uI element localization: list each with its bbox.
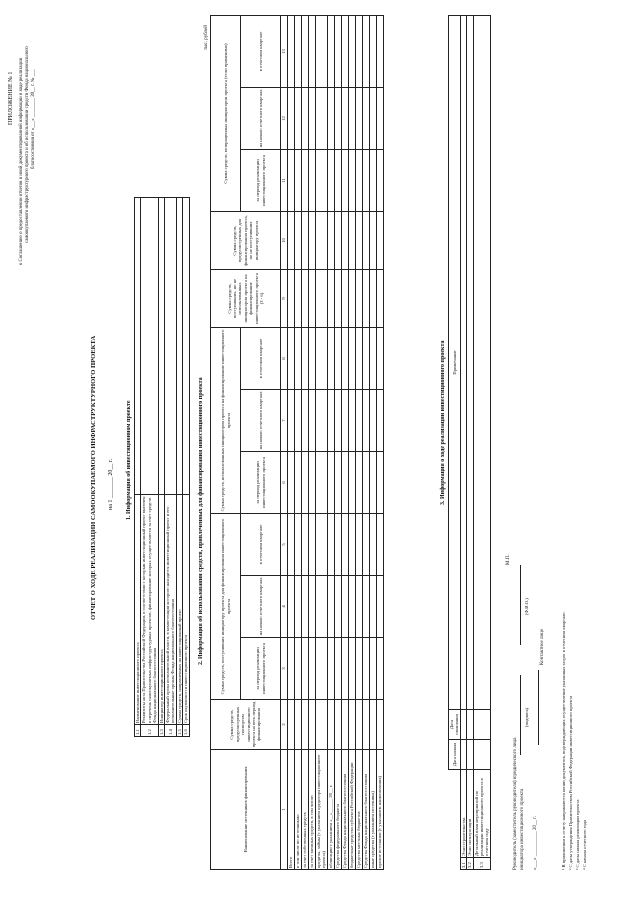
value-cell[interactable]	[348, 638, 355, 700]
value-cell[interactable]	[288, 270, 295, 328]
value-cell[interactable]	[348, 514, 355, 576]
section3-heading: 3. Информация о ходе реализации инвестиционного проекта	[440, 340, 446, 505]
value-cell[interactable]	[334, 16, 341, 88]
value-cell[interactable]	[309, 16, 316, 88]
value-cell[interactable]	[316, 576, 328, 638]
value-cell[interactable]	[288, 328, 295, 390]
section2-row	[288, 16, 295, 870]
value-cell[interactable]	[369, 150, 376, 212]
value-cell[interactable]	[362, 700, 369, 750]
appendix-label: ПРИЛОЖЕНИЕ № 1	[8, 71, 14, 125]
section2-row	[376, 16, 383, 870]
name-line[interactable]	[520, 565, 521, 645]
value-cell[interactable]	[295, 390, 302, 452]
value-cell[interactable]	[302, 88, 309, 150]
sub-header-period: за период реализации инвестиционного проекта	[241, 452, 281, 514]
value-cell[interactable]	[348, 270, 355, 328]
value-cell[interactable]	[309, 212, 316, 270]
value-cell[interactable]	[316, 700, 328, 750]
value-cell[interactable]	[334, 88, 341, 150]
col-number: 12	[281, 88, 288, 150]
value-cell[interactable]	[295, 212, 302, 270]
unit-label: тыс. рублей	[204, 25, 209, 50]
value-cell[interactable]	[295, 452, 302, 514]
value-cell[interactable]	[376, 150, 383, 212]
value-cell[interactable]	[316, 212, 328, 270]
value-cell[interactable]	[316, 150, 328, 212]
section2-row	[302, 16, 309, 870]
value-cell[interactable]	[316, 88, 328, 150]
value-cell[interactable]	[327, 270, 334, 328]
value-cell[interactable]	[341, 150, 348, 212]
value-cell[interactable]	[309, 452, 316, 514]
value-cell[interactable]	[295, 328, 302, 390]
value-cell[interactable]	[362, 16, 369, 88]
value-cell[interactable]	[362, 328, 369, 390]
signature-caption: (подпись)	[524, 707, 529, 727]
value-cell[interactable]	[341, 576, 348, 638]
value-cell[interactable]	[288, 150, 295, 212]
source-label: иные средства (с указанием источника)	[369, 750, 376, 870]
row-value[interactable]	[165, 198, 177, 495]
value-cell[interactable]	[316, 16, 328, 88]
source-label: Средства Фонда национального благосостояния	[341, 750, 348, 870]
section1-row	[141, 198, 158, 737]
col-number: 5	[281, 514, 288, 576]
source-label: Средства местных бюджетов	[355, 750, 362, 870]
sub-header-quarter: в отчетном квартале	[241, 16, 281, 88]
value-cell[interactable]	[369, 452, 376, 514]
row-num: 1.4	[165, 725, 177, 737]
value-cell[interactable]	[376, 514, 383, 576]
value-cell[interactable]	[334, 328, 341, 390]
source-label: за счет собственных средств	[302, 750, 309, 870]
name-caption: (Ф.И.О.)	[524, 598, 529, 615]
value-cell[interactable]	[376, 452, 383, 514]
value-cell[interactable]	[369, 700, 376, 750]
row-num: 3.1	[460, 858, 466, 870]
value-cell[interactable]	[309, 638, 316, 700]
value-cell[interactable]	[376, 16, 383, 88]
value-cell[interactable]	[295, 514, 302, 576]
footnote-1: ¹ В приложении к отчету направляются копии документов, подтверждающих осуществление указанных затрат в отчетном квартале.	[561, 611, 566, 870]
col-header-balance: Сумма средств, поступивших, но не использованных инициатором проекта на финансирование инвестиционного проекта (3 - 6)	[211, 270, 281, 328]
col-header-source: Наименование источников финансирования	[211, 750, 281, 870]
value-cell[interactable]	[348, 452, 355, 514]
col-header-notes: Примечание	[449, 16, 461, 710]
value-cell[interactable]	[327, 514, 334, 576]
source-label: Средства Фонда национального благосостояния	[362, 750, 369, 870]
value-cell[interactable]	[302, 700, 309, 750]
value-cell[interactable]	[376, 88, 383, 150]
value-cell[interactable]	[376, 212, 383, 270]
value-cell[interactable]	[302, 212, 309, 270]
value-cell[interactable]	[327, 576, 334, 638]
value-cell[interactable]	[369, 212, 376, 270]
value-cell[interactable]	[288, 88, 295, 150]
value-cell[interactable]	[327, 328, 334, 390]
value-cell[interactable]	[355, 212, 362, 270]
value-cell[interactable]	[355, 638, 362, 700]
value-cell[interactable]	[302, 150, 309, 212]
value-cell[interactable]	[334, 514, 341, 576]
row-text: Детальный план мероприятий по реализации инвестиционного проекта в отчетном году	[473, 770, 490, 858]
value-cell[interactable]	[355, 328, 362, 390]
section3-row	[473, 16, 490, 870]
row-text: Инициатор инвестиционного проекта	[158, 495, 164, 725]
value-cell[interactable]	[355, 514, 362, 576]
value-cell[interactable]	[327, 88, 334, 150]
value-cell[interactable]	[327, 212, 334, 270]
col-header-end: Дата окончания	[449, 710, 461, 740]
row-text: Федеральный орган исполнительной власти, в компетенции которого находится инвестиционный проект и его исполнительные органы Фонда национального благосостояния	[165, 495, 177, 725]
value-cell[interactable]	[302, 638, 309, 700]
row-text: Этап эксплуатации	[467, 770, 473, 858]
source-label: бюджетные средства субъекта Российской Федерации	[348, 750, 355, 870]
value-cell[interactable]	[355, 576, 362, 638]
value-cell[interactable]	[327, 16, 334, 88]
value-cell[interactable]	[355, 452, 362, 514]
value-cell[interactable]	[362, 638, 369, 700]
col-number: 8	[281, 328, 288, 390]
value-cell[interactable]	[341, 328, 348, 390]
section2-table	[210, 15, 384, 870]
value-cell[interactable]	[302, 328, 309, 390]
value-cell[interactable]	[362, 452, 369, 514]
value-cell[interactable]	[327, 638, 334, 700]
value-cell[interactable]	[295, 576, 302, 638]
value-cell[interactable]	[376, 270, 383, 328]
sub-header-year: на начало отчетного квартала	[241, 390, 281, 452]
contact-label: Контактное лицо	[540, 628, 545, 665]
value-cell[interactable]	[309, 150, 316, 212]
row-text: Этап строительства	[460, 770, 466, 858]
signatory-title-1: Руководитель (заместитель руководителя) юридического лица	[513, 737, 518, 870]
col-header-not-received: Сумма средств, предусмотренных для финансирования проекта, но не поступивших инициатору проекта	[211, 212, 281, 270]
value-cell[interactable]	[302, 270, 309, 328]
value-cell[interactable]	[355, 16, 362, 88]
row-num: 1.3	[158, 725, 164, 737]
value-cell[interactable]	[376, 638, 383, 700]
value-cell[interactable]	[341, 514, 348, 576]
report-date-line: на 1 _______ 20__ г.	[108, 458, 114, 510]
signature-line[interactable]	[520, 675, 521, 755]
signature-date: «___» __________ 20__ г.	[533, 816, 538, 870]
value-cell[interactable]	[309, 270, 316, 328]
sub-header-period: за период реализации инвестиционного проекта	[241, 150, 281, 212]
footnote-2: ² С даты утверждения Правительством Российской Федерации инвестиционного проекта	[568, 695, 573, 870]
sub-header-period: за период реализации инвестиционного проекта	[241, 638, 281, 700]
value-cell[interactable]	[355, 150, 362, 212]
value-cell[interactable]	[355, 88, 362, 150]
value-cell[interactable]	[348, 700, 355, 750]
value-cell[interactable]	[355, 390, 362, 452]
col-number: 2	[281, 700, 288, 750]
sub-header-quarter: в отчетном квартале	[241, 328, 281, 390]
value-cell[interactable]	[334, 452, 341, 514]
value-cell[interactable]	[316, 270, 328, 328]
section2-row	[316, 16, 328, 870]
value-cell[interactable]	[334, 270, 341, 328]
section2-row	[295, 16, 302, 870]
value-cell[interactable]	[302, 576, 309, 638]
col-number: 10	[281, 212, 288, 270]
row-num: 3.2	[467, 858, 473, 870]
column-number-row	[281, 16, 288, 870]
row-num: 1.2	[141, 725, 158, 737]
value-cell[interactable]	[369, 638, 376, 700]
section1-table	[134, 197, 190, 737]
value-cell[interactable]	[316, 514, 328, 576]
section3-table	[448, 15, 491, 870]
value-cell[interactable]	[369, 328, 376, 390]
signatory-title-2: инициатора инвестиционного проекта	[520, 788, 525, 870]
start-date-cell[interactable]	[473, 740, 490, 770]
value-cell[interactable]	[316, 328, 328, 390]
value-cell[interactable]	[295, 16, 302, 88]
contact-line[interactable]	[538, 670, 539, 745]
value-cell[interactable]	[341, 212, 348, 270]
col-header-start: Дата начала	[449, 740, 461, 770]
end-date-cell[interactable]	[473, 710, 490, 740]
value-cell[interactable]	[362, 514, 369, 576]
value-cell[interactable]	[341, 700, 348, 750]
value-cell[interactable]	[348, 212, 355, 270]
value-cell[interactable]	[309, 328, 316, 390]
section1-row	[165, 198, 177, 737]
row-num: 1.1	[135, 725, 141, 737]
source-label: кредиты, займы (с указанием кредитора инвестиционного проекта)	[316, 750, 328, 870]
value-cell[interactable]	[288, 700, 295, 750]
value-cell[interactable]	[341, 638, 348, 700]
value-cell[interactable]	[302, 452, 309, 514]
sub-header-year: на начало отчетного квартала	[241, 88, 281, 150]
section2-row	[327, 16, 334, 870]
source-label: Всего	[288, 750, 295, 870]
value-cell[interactable]	[327, 150, 334, 212]
value-cell[interactable]	[309, 700, 316, 750]
notes-cell[interactable]	[473, 16, 490, 710]
value-cell[interactable]	[327, 390, 334, 452]
value-cell[interactable]	[288, 576, 295, 638]
section2-row	[362, 16, 369, 870]
row-text: Срок окупаемости инвестиционного проекта	[183, 495, 189, 725]
value-cell[interactable]	[341, 16, 348, 88]
value-cell[interactable]	[327, 700, 334, 750]
group-header-received: Сумма средств, поступивших инициатору проекта для финансирования инвестиционного проекта	[211, 514, 241, 700]
col-number: 6	[281, 452, 288, 514]
row-value[interactable]	[183, 198, 189, 495]
value-cell[interactable]	[302, 390, 309, 452]
value-cell[interactable]	[348, 16, 355, 88]
section2-row	[309, 16, 316, 870]
value-cell[interactable]	[341, 270, 348, 328]
value-cell[interactable]	[348, 150, 355, 212]
value-cell[interactable]	[376, 328, 383, 390]
value-cell[interactable]	[295, 150, 302, 212]
value-cell[interactable]	[348, 390, 355, 452]
value-cell[interactable]	[288, 16, 295, 88]
sub-header-year: на начало отчетного квартала	[241, 576, 281, 638]
group-header-returned: Сумма средств, возвращенных инициатором проекта (если применимо)	[211, 16, 241, 212]
value-cell[interactable]	[376, 700, 383, 750]
value-cell[interactable]	[369, 576, 376, 638]
section1-heading: 1. Информация об инвестиционном проекте	[126, 400, 132, 520]
section2-row	[348, 16, 355, 870]
value-cell[interactable]	[295, 88, 302, 150]
value-cell[interactable]	[309, 88, 316, 150]
section2-row	[341, 16, 348, 870]
value-cell[interactable]	[316, 638, 328, 700]
sub-header-quarter: в отчетном квартале	[241, 514, 281, 576]
value-cell[interactable]	[348, 88, 355, 150]
value-cell[interactable]	[369, 514, 376, 576]
col-number: 1	[281, 750, 288, 870]
value-cell[interactable]	[348, 328, 355, 390]
value-cell[interactable]	[362, 576, 369, 638]
appendix-line-1: к Соглашению о предоставлении отчетов и иной документированной информации о ходе реализации	[19, 57, 24, 265]
source-label: Средства федерального бюджета	[334, 750, 341, 870]
value-cell[interactable]	[334, 150, 341, 212]
col-number: 13	[281, 16, 288, 88]
source-label: за счет заемных средств, в том числе:	[309, 750, 316, 870]
value-cell[interactable]	[362, 150, 369, 212]
footnote-3: ³ С даты начала реализации проекта	[575, 799, 580, 870]
col-number: 7	[281, 390, 288, 452]
appendix-line-2: самоокупаемого инфраструктурного проекта и об использовании средств Фонда национального	[25, 46, 30, 243]
row-value[interactable]	[141, 198, 158, 495]
row-text: Сумма средств, направленных на инвестиционный проект	[176, 495, 182, 725]
value-cell[interactable]	[295, 700, 302, 750]
value-cell[interactable]	[288, 452, 295, 514]
source-label: в том числе по источникам:	[295, 750, 302, 870]
value-cell[interactable]	[309, 576, 316, 638]
value-cell[interactable]	[302, 16, 309, 88]
source-label: прочие источники (с указанием наименования)	[376, 750, 383, 870]
value-cell[interactable]	[341, 88, 348, 150]
value-cell[interactable]	[376, 390, 383, 452]
value-cell[interactable]	[369, 16, 376, 88]
col-header-planned: Сумма средств, предусмотренных паспортом инвестиционного проекта на весь период финансирования	[211, 700, 281, 750]
value-cell[interactable]	[302, 514, 309, 576]
value-cell[interactable]	[334, 390, 341, 452]
value-cell[interactable]	[355, 270, 362, 328]
value-cell[interactable]	[288, 212, 295, 270]
col-number: 9	[281, 270, 288, 328]
section2-row	[334, 16, 341, 870]
value-cell[interactable]	[348, 576, 355, 638]
value-cell[interactable]	[327, 452, 334, 514]
source-label: облигации с указанием «__»______ 20__ г.	[327, 750, 334, 870]
value-cell[interactable]	[309, 390, 316, 452]
value-cell[interactable]	[369, 390, 376, 452]
value-cell[interactable]	[295, 270, 302, 328]
section2-row	[355, 16, 362, 870]
section2-heading: 2. Информация об использовании средств, привлеченных для финансирования инвестиционного проекта	[198, 377, 204, 665]
value-cell[interactable]	[362, 270, 369, 328]
value-cell[interactable]	[288, 390, 295, 452]
col-number: 3	[281, 638, 288, 700]
value-cell[interactable]	[334, 700, 341, 750]
value-cell[interactable]	[341, 452, 348, 514]
value-cell[interactable]	[334, 638, 341, 700]
value-cell[interactable]	[316, 390, 328, 452]
report-title: ОТЧЕТ О ХОДЕ РЕАЛИЗАЦИИ САМООКУПАЕМОГО ИНФРАСТРУКТУРНОГО ПРОЕКТА	[90, 335, 97, 620]
value-cell[interactable]	[369, 88, 376, 150]
section1-row	[183, 198, 189, 737]
stamp-label: М.П.	[506, 554, 511, 565]
value-cell[interactable]	[334, 212, 341, 270]
value-cell[interactable]	[288, 638, 295, 700]
value-cell[interactable]	[362, 212, 369, 270]
value-cell[interactable]	[334, 576, 341, 638]
row-text: Наименование инвестиционного проекта	[135, 495, 141, 725]
value-cell[interactable]	[309, 514, 316, 576]
value-cell[interactable]	[369, 270, 376, 328]
section2-body	[288, 16, 384, 870]
col-number: 4	[281, 576, 288, 638]
row-num: 3.3	[473, 858, 490, 870]
group-header-used: Сумма средств, использованных инициатором проекта на финансирование инвестиционного проекта	[211, 328, 241, 514]
appendix-line-3: благосостояния от «___» ________ 20__ г. № ___	[31, 69, 36, 169]
value-cell[interactable]	[362, 390, 369, 452]
col-number: 11	[281, 150, 288, 212]
row-text: Реквизиты акта Правительства Российской Федерации, в соответствии с которым инвестиционный проект включен в перечень самоокупаемых инфраструктурных проектов, финансирование которых осуществляется за счет средств Фонда национального благосостояния	[141, 496, 158, 723]
value-cell[interactable]	[341, 390, 348, 452]
row-num: 1.5	[176, 725, 182, 737]
value-cell[interactable]	[316, 452, 328, 514]
value-cell[interactable]	[362, 88, 369, 150]
value-cell[interactable]	[295, 638, 302, 700]
section2-row	[369, 16, 376, 870]
value-cell[interactable]	[355, 700, 362, 750]
row-num: 1.6	[183, 725, 189, 737]
value-cell[interactable]	[288, 514, 295, 576]
footnote-4: ⁴ С начала отчетного года	[582, 819, 587, 870]
value-cell[interactable]	[376, 576, 383, 638]
